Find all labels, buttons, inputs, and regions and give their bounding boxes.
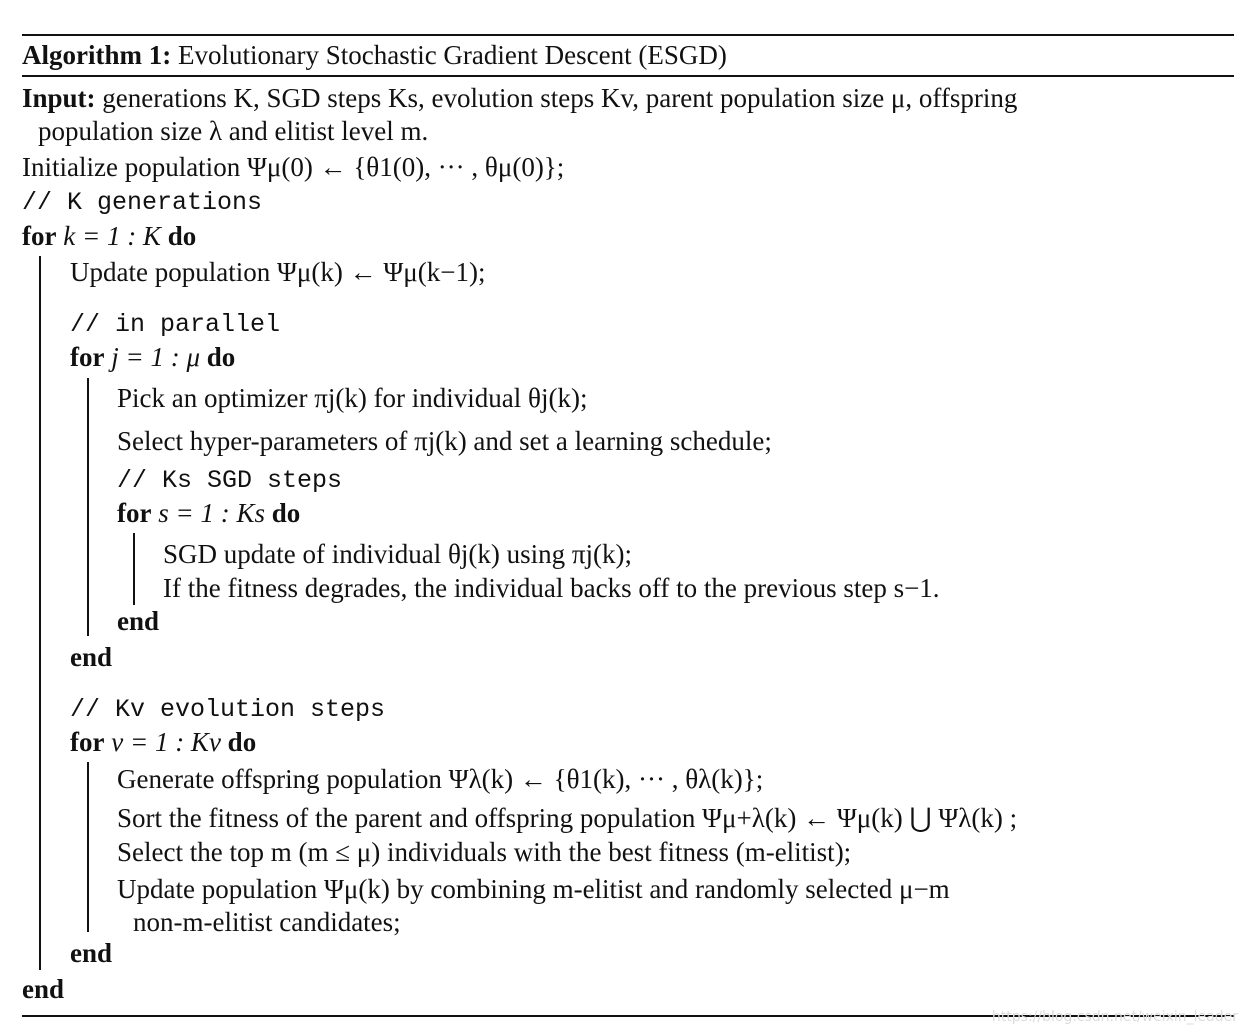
sgd-update-text: SGD update of individual θj(k) using πj(k); — [163, 539, 633, 569]
algorithm-header — [22, 42, 727, 69]
input-text-1: generations K, SGD steps Ks, evolution steps Kv, parent population size μ, offspring — [102, 83, 1018, 113]
for-keyword: for — [70, 342, 105, 372]
fitness-degrades-line — [163, 575, 940, 602]
sort-fitness-text: Sort the fitness of the parent and offspring population Ψμ+λ(k) ← Ψμ(k) ⋃ Ψλ(k) ; — [117, 803, 1018, 833]
comment-generations-text: // K generations — [22, 188, 263, 217]
end-keyword: end — [117, 606, 160, 636]
do-keyword: do — [167, 221, 197, 251]
for-v-range: v = 1 : Kv — [111, 727, 221, 757]
end-sgd-loop — [117, 608, 159, 635]
fitness-degrades-text: If the fitness degrades, the individual backs off to the previous step s−1. — [163, 573, 940, 603]
comment-evolution-steps-text: // Kv evolution steps — [70, 695, 386, 724]
end-keyword: end — [22, 974, 65, 1004]
for-k-range: k = 1 : K — [63, 221, 161, 251]
for-j-range: j = 1 : μ — [111, 342, 200, 372]
sgd-loop-bar — [133, 533, 135, 605]
comment-parallel — [70, 312, 280, 337]
select-hyper-text: Select hyper-parameters of πj(k) and set a learning schedule; — [117, 426, 772, 456]
end-parallel-loop — [70, 644, 112, 671]
select-top-line — [117, 839, 851, 866]
input-line-1 — [22, 85, 1017, 112]
end-evolution-loop — [70, 940, 112, 967]
input-text-2: population size λ and elitist level m. — [38, 116, 429, 146]
evolution-loop-bar — [87, 762, 89, 932]
end-keyword: end — [70, 642, 113, 672]
comment-generations — [22, 190, 262, 215]
algorithm-title: Evolutionary Stochastic Gradient Descent (ESGD) — [177, 40, 727, 70]
for-keyword: for — [70, 727, 105, 757]
input-line-2 — [38, 118, 428, 145]
for-keyword: for — [22, 221, 57, 251]
do-keyword: do — [271, 498, 301, 528]
watermark: https://blog.csdn.net/weixin_leader — [991, 1009, 1238, 1025]
do-keyword: do — [227, 727, 257, 757]
do-keyword: do — [206, 342, 236, 372]
sort-fitness-line — [117, 805, 1017, 832]
for-j-line — [70, 344, 235, 371]
update-population-text: Update population Ψμ(k) ← Ψμ(k−1); — [70, 257, 486, 287]
update-combining-line-2 — [133, 909, 401, 936]
parallel-loop-bar — [87, 378, 89, 636]
comment-sgd-steps — [117, 468, 342, 493]
pick-optimizer-text: Pick an optimizer πj(k) for individual θj(k); — [117, 383, 588, 413]
update-combining-text-1: Update population Ψμ(k) by combining m-elitist and randomly selected μ−m — [117, 874, 950, 904]
for-v-line — [70, 729, 256, 756]
comment-parallel-text: // in parallel — [70, 310, 281, 339]
top-rule — [22, 34, 1234, 36]
end-outer-loop — [22, 976, 64, 1003]
select-hyper-line — [117, 428, 772, 455]
for-keyword: for — [117, 498, 152, 528]
comment-evolution-steps — [70, 697, 385, 722]
comment-sgd-steps-text: // Ks SGD steps — [117, 466, 343, 495]
sgd-update-line — [163, 541, 632, 568]
pick-optimizer-line — [117, 385, 587, 412]
end-keyword: end — [70, 938, 113, 968]
update-combining-line-1 — [117, 876, 950, 903]
for-s-range: s = 1 : Ks — [158, 498, 265, 528]
update-population-line — [70, 259, 485, 286]
update-combining-text-2: non-m-elitist candidates; — [133, 907, 401, 937]
initialize-line — [22, 154, 564, 181]
select-top-text: Select the top m (m ≤ μ) individuals with the best fitness (m-elitist); — [117, 837, 852, 867]
initialize-text: Initialize population Ψμ(0) ← {θ1(0), ··· , θμ(0)}; — [22, 152, 565, 182]
for-s-line — [117, 500, 300, 527]
header-rule — [22, 75, 1234, 77]
algorithm-label: Algorithm 1: — [22, 40, 172, 70]
input-keyword: Input: — [22, 83, 96, 113]
generate-offspring-text: Generate offspring population Ψλ(k) ← {θ1(k), ··· , θλ(k)}; — [117, 764, 764, 794]
for-k-line — [22, 223, 196, 250]
generate-offspring-line — [117, 766, 763, 793]
outer-loop-bar — [39, 256, 41, 970]
